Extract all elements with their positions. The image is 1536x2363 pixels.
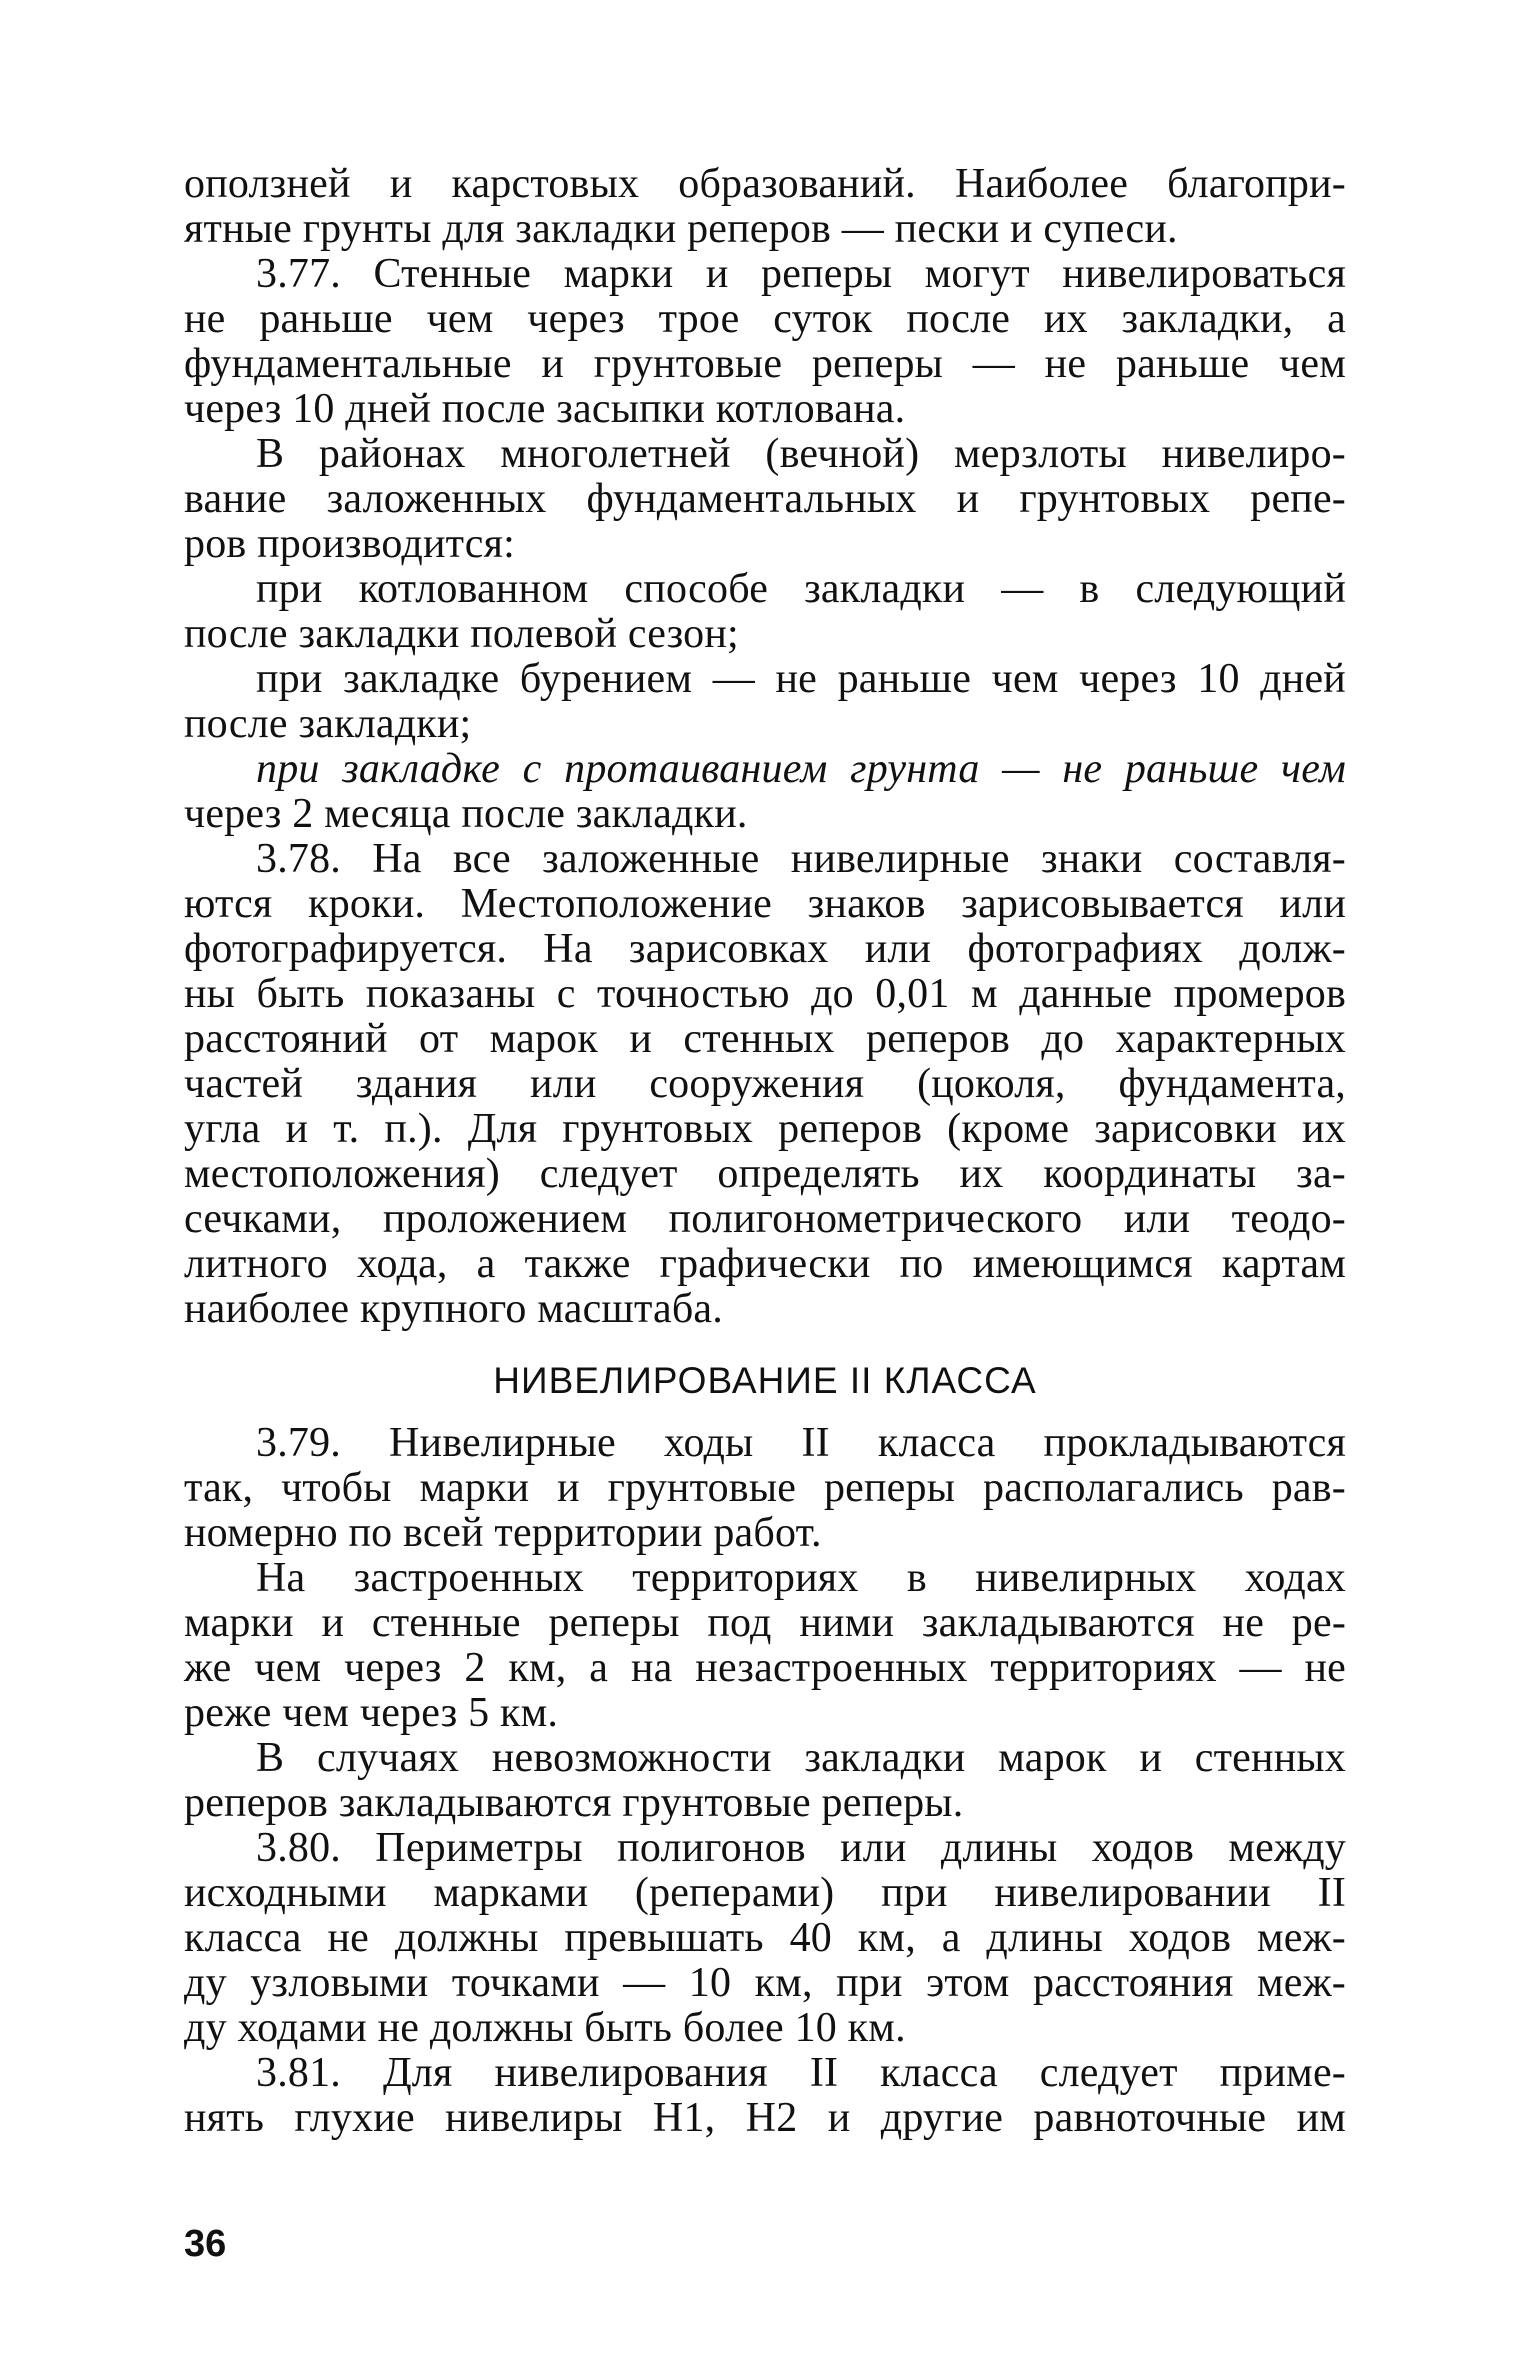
text-line: при закладке с протаиванием грунта — не раньше чем [256,746,1346,792]
list-item [184,747,1346,837]
text-line: ются кроки. Местоположение знаков зарисовывается или [184,881,1346,927]
text-line: оползней и карстовых образований. Наиболее благопри- [184,161,1346,207]
text-line: класса не должны превышать 40 км, а длины ходов меж- [184,1915,1346,1961]
list-item [184,657,1346,747]
text-line: ров производится: [184,521,515,567]
text-line: реже чем через 5 км. [184,1690,559,1736]
text-line: частей здания или сооружения (цоколя, фундамента, [184,1061,1346,1107]
text-line: наиболее крупного масштаба. [184,1286,723,1332]
text-line: сечками, проложением полигонометрического или теодо- [184,1196,1346,1242]
paragraph-3-78 [184,837,1346,1332]
text-line: угла и т. п.). Для грунтовых реперов (кроме зарисовки их [184,1106,1346,1152]
text-line: местоположения) следует определять их координаты за- [184,1151,1346,1197]
text-line: расстояний от марок и стенных реперов до характерных [184,1016,1346,1062]
text-line: ятные грунты для закладки реперов — пески и супеси. [184,206,1178,252]
list-item [184,567,1346,657]
page-number: 36 [184,2223,227,2265]
text-line: при закладке бурением — не раньше чем через 10 дней [256,656,1346,702]
text-line: нять глухие нивелиры Н1, Н2 и другие равноточные им [184,2095,1346,2141]
text-line: 3.78. На все заложенные нивелирные знаки составля- [256,836,1346,882]
text-line: 3.77. Стенные марки и реперы могут нивелироваться [256,251,1346,297]
page-text [184,162,1346,2141]
text-line: исходными марками (реперами) при нивелировании II [184,1870,1347,1916]
text-line: марки и стенные реперы под ними закладываются не ре- [184,1600,1346,1646]
text-line: литного хода, а также графически по имеющимся картам [184,1241,1346,1287]
paragraph [184,1736,1346,1826]
text-line: при котлованном способе закладки — в следующий [256,566,1346,612]
text-line: В районах многолетней (вечной) мерзлоты нивелиро- [256,431,1346,477]
text-line: ду узловыми точками — 10 км, при этом расстояния меж- [184,1960,1346,2006]
text-line: номерно по всей территории работ. [184,1510,822,1556]
paragraph-3-79 [184,1421,1346,1556]
text-line: через 2 месяца после закладки. [184,791,748,837]
text-line: ду ходами не должны быть более 10 км. [184,2005,906,2051]
text-line: после закладки полевой сезон; [184,611,739,657]
paragraph [184,432,1346,567]
text-line: реперов закладываются грунтовые реперы. [184,1780,964,1826]
text-line: В случаях невозможности закладки марок и стенных [256,1735,1346,1781]
text-line: через 10 дней после засыпки котлована. [184,386,906,432]
text-line: ны быть показаны с точностью до 0,01 м данные промеров [184,971,1346,1017]
text-line: фундаментальные и грунтовые реперы — не раньше чем [184,341,1346,387]
text-line: не раньше чем через трое суток после их закладки, а [184,296,1346,342]
text-line: так, чтобы марки и грунтовые реперы располагались рав- [184,1465,1346,1511]
paragraph [184,162,1346,252]
text-line: фотографируется. На зарисовках или фотографиях долж- [184,926,1346,972]
paragraph-3-77 [184,252,1346,432]
text-line: же чем через 2 км, а на незастроенных территориях — не [184,1645,1346,1691]
text-line: после закладки; [184,701,472,747]
text-line: 3.79. Нивелирные ходы II класса прокладываются [256,1420,1346,1466]
text-line: 3.81. Для нивелирования II класса следует приме- [256,2050,1346,2096]
text-line: 3.80. Периметры полигонов или длины ходов между [256,1825,1346,1871]
text-line: вание заложенных фундаментальных и грунтовых репе- [184,476,1346,522]
paragraph-3-81 [184,2051,1346,2141]
paragraph [184,1556,1346,1736]
text-line: На застроенных территориях в нивелирных ходах [256,1555,1346,1601]
section-heading: НИВЕЛИРОВАНИЕ II КЛАССА [493,1360,1037,1401]
paragraph-3-80 [184,1826,1346,2051]
